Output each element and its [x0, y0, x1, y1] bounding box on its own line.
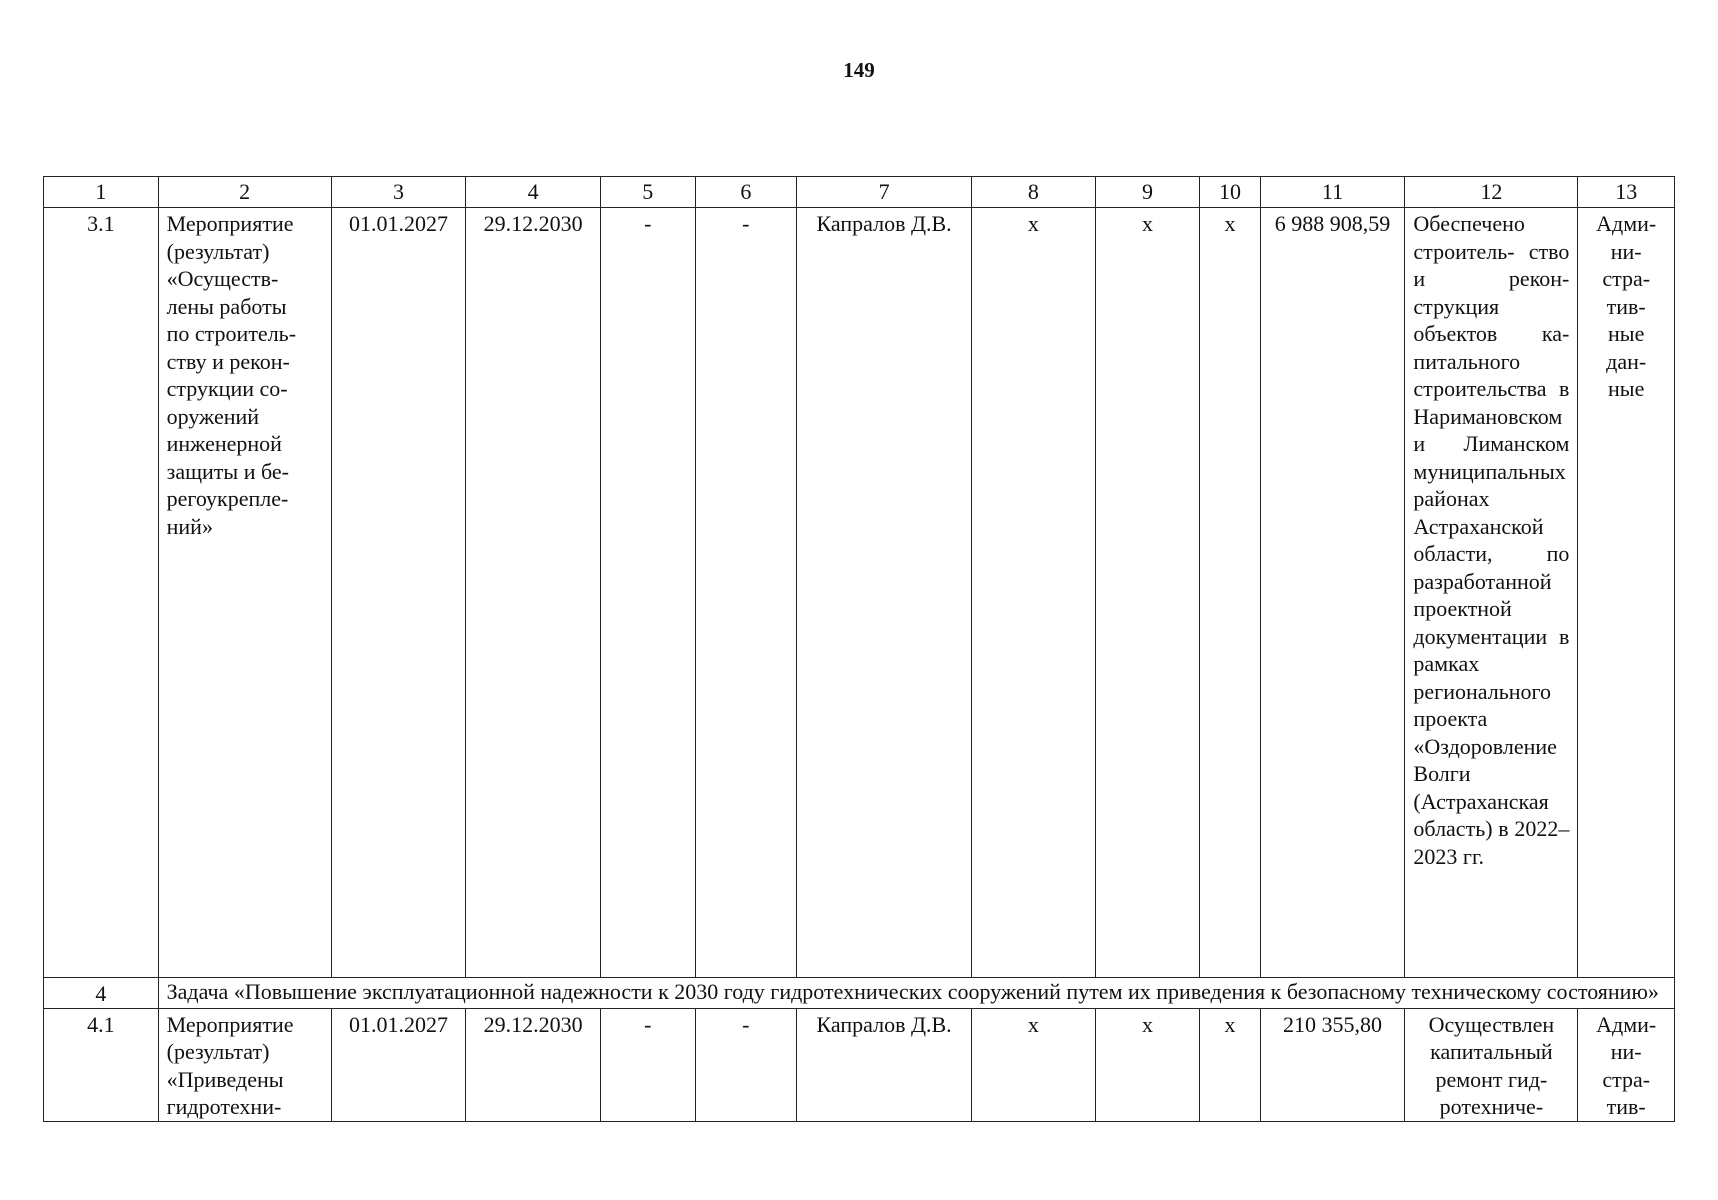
amount: 210 355,80: [1260, 1008, 1405, 1121]
header-cell: 11: [1260, 177, 1405, 208]
cell-10: x: [1200, 208, 1260, 978]
header-cell: 1: [44, 177, 159, 208]
cell-5: -: [601, 1008, 696, 1121]
result-description: Обеспечено строитель- ство и рекон- струкция объектов ка- питального строительства в Наримановском и Лиманском муниципальных районах Астраханской области, по разработанной проектной документации в рамках регионального проекта «Оздоровление Волги (Астраханская область) в 2022–2023 гг.: [1405, 208, 1578, 978]
table-row: [44, 208, 1675, 978]
cell-8: x: [972, 1008, 1096, 1121]
cell-5: -: [601, 208, 696, 978]
row-number: 4.1: [44, 1008, 159, 1121]
header-cell: 10: [1200, 177, 1260, 208]
header-cell: 13: [1578, 177, 1675, 208]
start-date: 01.01.2027: [331, 208, 466, 978]
row-number: 3.1: [44, 208, 159, 978]
end-date: 29.12.2030: [466, 1008, 601, 1121]
cell-6: -: [695, 1008, 797, 1121]
amount: 6 988 908,59: [1260, 208, 1405, 978]
event-name: Мероприятие (результат) «Приведены гидротехни-: [158, 1008, 331, 1121]
data-source: Адми- ни- стра- тив-: [1578, 1008, 1675, 1121]
header-cell: 6: [695, 177, 797, 208]
responsible: Капралов Д.В.: [797, 208, 972, 978]
header-cell: 7: [797, 177, 972, 208]
responsible: Капралов Д.В.: [797, 1008, 972, 1121]
header-row: [44, 177, 1675, 208]
end-date: 29.12.2030: [466, 208, 601, 978]
page-number: 149: [843, 58, 875, 82]
event-name: Мероприятие (результат) «Осуществ- лены работы по строитель- ству и рекон- струкции со- оружений инженерной защиты и бе- регоукрепле- ний»: [158, 208, 331, 978]
plan-table: [43, 176, 1675, 1122]
table-row: [44, 1008, 1675, 1121]
header-cell: 4: [466, 177, 601, 208]
cell-9: x: [1095, 208, 1200, 978]
header-cell: 12: [1405, 177, 1578, 208]
result-description: Осуществлен капитальный ремонт гид- ротехниче-: [1405, 1008, 1578, 1121]
task-text: Задача «Повышение эксплуатационной надежности к 2030 году гидротехнических сооружений путем их приведения к безопасному техническому состоянию»: [158, 978, 1674, 1009]
header-cell: 3: [331, 177, 466, 208]
header-cell: 9: [1095, 177, 1200, 208]
header-cell: 2: [158, 177, 331, 208]
header-cell: 5: [601, 177, 696, 208]
task-number: 4: [44, 978, 159, 1009]
data-source: Адми- ни- стра- тив- ные дан- ные: [1578, 208, 1675, 978]
cell-8: x: [972, 208, 1096, 978]
cell-6: -: [695, 208, 797, 978]
task-row: [44, 978, 1675, 1009]
start-date: 01.01.2027: [331, 1008, 466, 1121]
cell-9: x: [1095, 1008, 1200, 1121]
cell-10: x: [1200, 1008, 1260, 1121]
header-cell: 8: [972, 177, 1096, 208]
